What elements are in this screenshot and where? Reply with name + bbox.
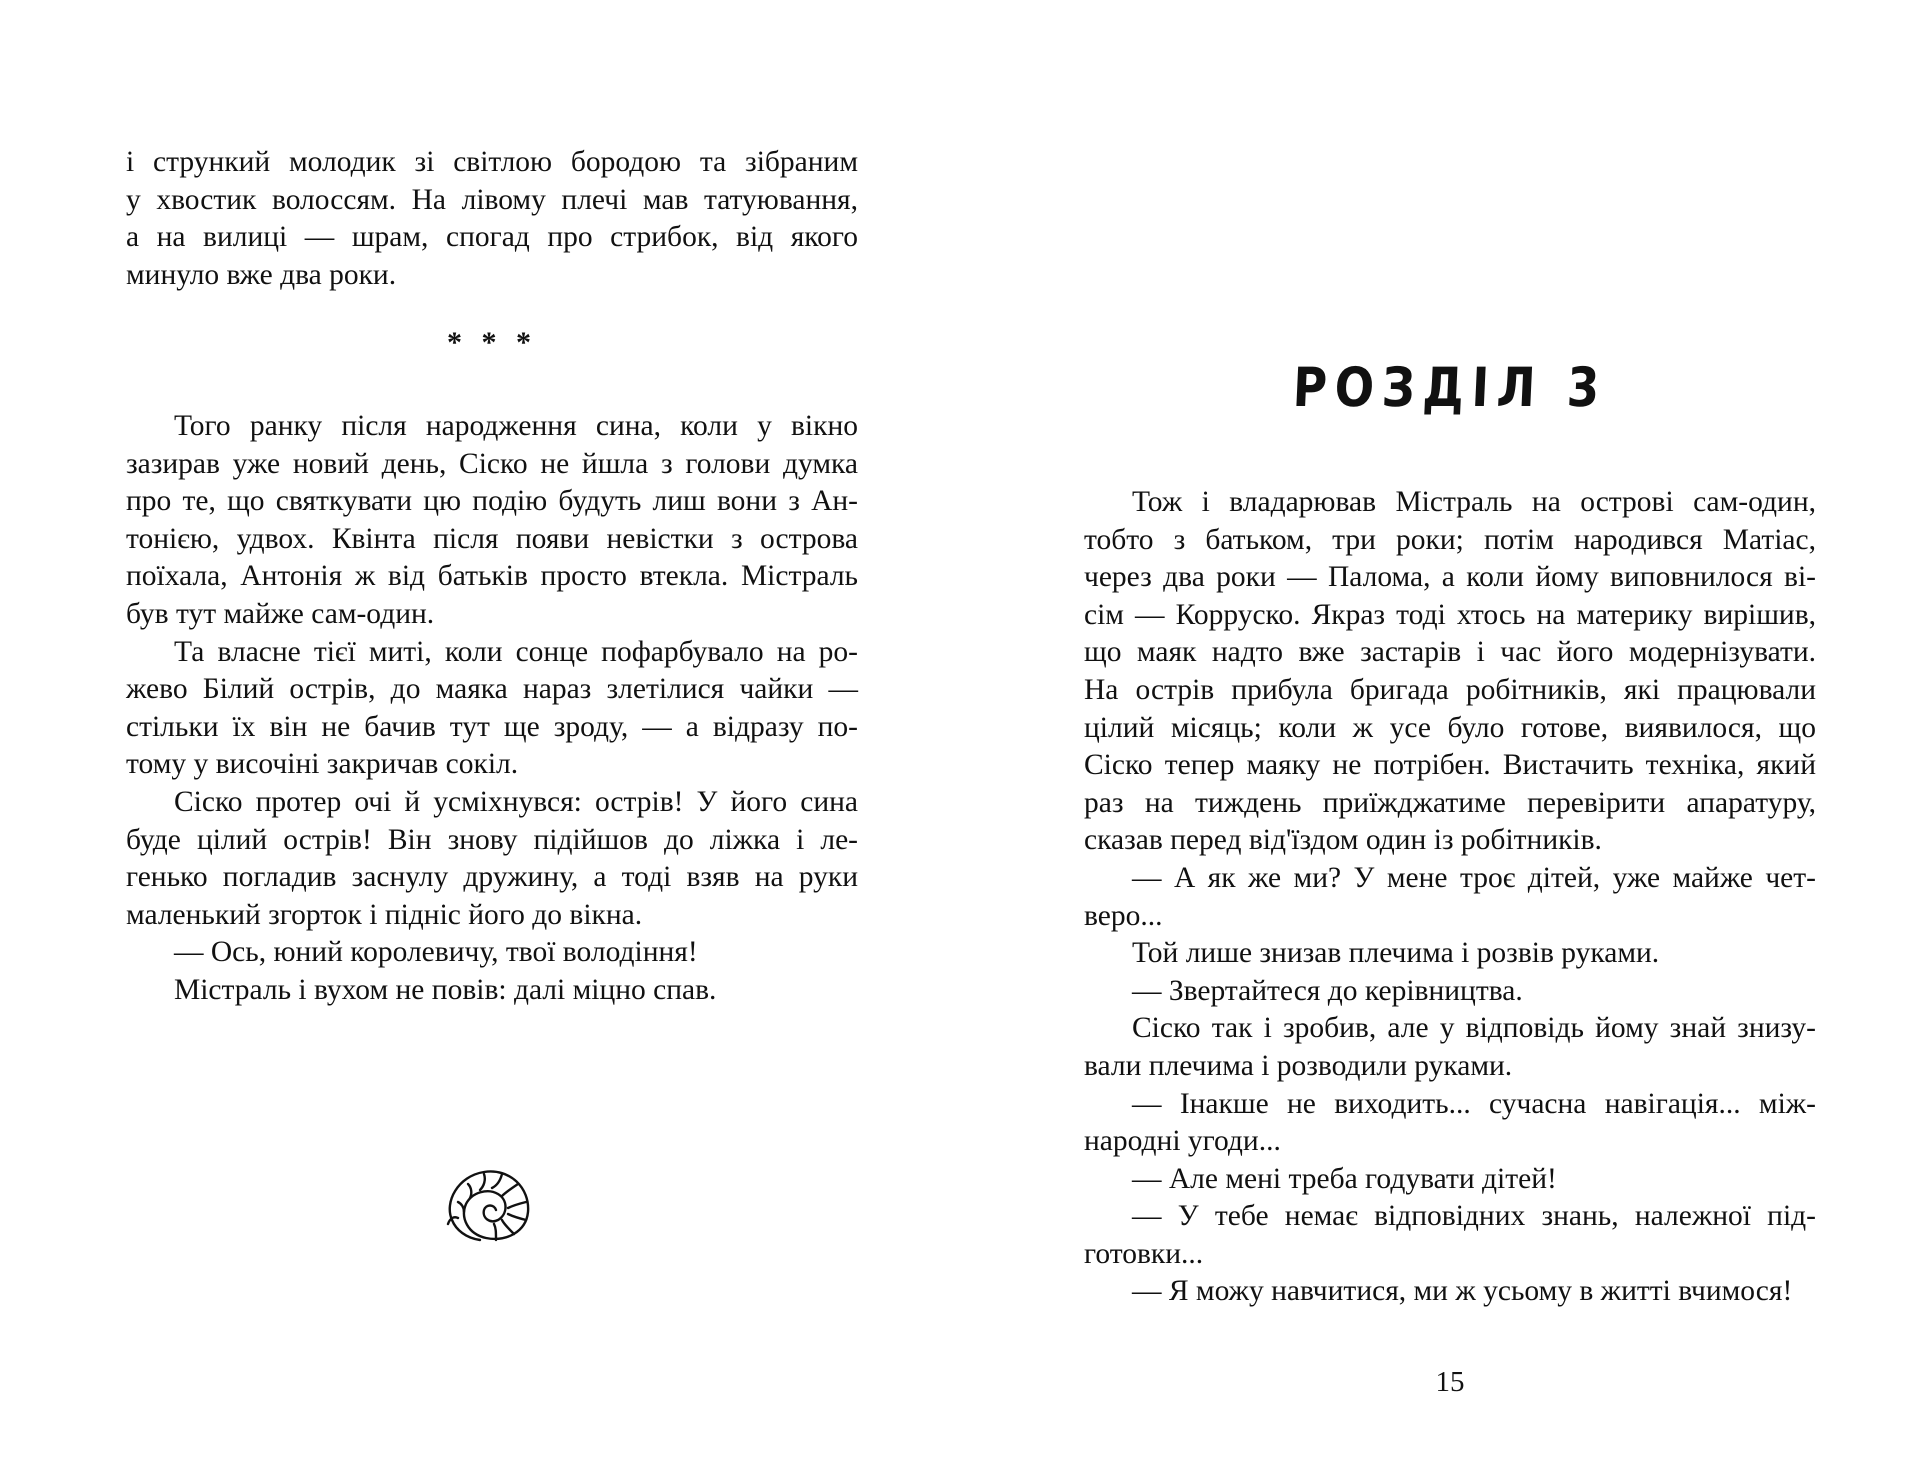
text-line: поїхала, Антонія ж від батьків просто втекла. Містраль [126, 560, 858, 593]
text-line: Сіско протер очі й усміхнувся: острів! У його сина [174, 785, 858, 818]
text-line: раз на тиждень приїжджатиме перевірити апаратуру, [1084, 786, 1816, 819]
paragraph [126, 144, 858, 294]
text-line: Сіско так і зробив, але у відповідь йому знай знизу- [1132, 1012, 1816, 1045]
text-line: зазирав уже новий день, Сіско не йшла з голови думка [126, 447, 858, 480]
text-line: Та власне тієї миті, коли сонце пофарбувало на ро- [174, 635, 858, 668]
text-line: тонією, удвох. Квінта після появи невістки з острова [126, 522, 858, 555]
text-line: — Ось, юний королевичу, твої володіння! [174, 936, 698, 969]
text-line: Тож і владарював Містраль на острові сам-один, [1132, 486, 1816, 518]
paragraph [1084, 1273, 1816, 1311]
text-line: вали плечима і розводили руками. [1084, 1049, 1513, 1082]
text-line: — А як же ми? У мене троє дітей, уже майже чет- [1132, 861, 1816, 894]
chapter-title: РОЗДІЛ 3 [1291, 356, 1609, 419]
text-line: через два роки — Палома, а коли йому виповнилося ві- [1084, 561, 1816, 594]
paragraph [1084, 484, 1816, 860]
paragraph [126, 972, 858, 1010]
text-line: про те, що святкувати цю подію будуть лиш вони з Ан- [126, 485, 858, 518]
text-line: і стрункий молодик зі світлою бородою та зібраним [126, 146, 858, 178]
text-line: — У тебе немає відповідних знань, належної під- [1132, 1200, 1816, 1233]
text-line: — Я можу навчитися, ми ж усьому в житті вчимося! [1132, 1275, 1793, 1308]
left-top-paragraph [126, 144, 858, 294]
right-main-text [1084, 484, 1816, 1311]
paragraph [1084, 1198, 1816, 1273]
text-line: На острів прибула бригада робітників, які працювали [1084, 673, 1816, 706]
paragraph [126, 634, 858, 784]
text-line: веро... [1084, 899, 1163, 932]
text-line: жево Білий острів, до маяка нараз злетілися чайки — [126, 673, 858, 706]
text-line: — Але мені треба годувати дітей! [1132, 1162, 1557, 1195]
text-line: народні угоди... [1084, 1125, 1281, 1158]
text-line: — Звертайтеся до керівництва. [1132, 974, 1523, 1007]
page-number: 15 [1435, 1366, 1465, 1398]
text-line: у хвостик волоссям. На лівому плечі мав татуювання, [126, 183, 858, 216]
paragraph [1084, 1161, 1816, 1199]
text-line: стільки їх він не бачив тут ще зроду, — а відразу по- [126, 710, 858, 743]
text-line: готовки... [1084, 1237, 1204, 1270]
text-line: Містраль і вухом не повів: далі міцно спав. [174, 973, 717, 1006]
text-line: цілий місяць; коли ж усе було готове, виявилося, що [1084, 711, 1816, 744]
paragraph [1084, 1086, 1816, 1161]
text-line: Того ранку після народження сина, коли у вікно [174, 410, 858, 442]
paragraph [1084, 860, 1816, 935]
text-line: був тут майже сам-один. [126, 597, 435, 630]
text-line: — Інакше не виходить... сучасна навігація... між- [1132, 1087, 1816, 1120]
text-line: тому у височіні закричав сокіл. [126, 748, 519, 781]
text-line: минуло вже два роки. [126, 258, 397, 291]
text-line: Той лише знизав плечима і розвів руками. [1132, 937, 1660, 970]
nautilus-shell-icon [440, 1162, 540, 1248]
paragraph [126, 408, 858, 634]
text-line: Сіско тепер маяку не потрібен. Вистачить техніка, який [1084, 749, 1816, 782]
left-main-text [126, 408, 858, 1010]
section-separator: * * * [447, 326, 537, 359]
text-line: буде цілий острів! Він знову підійшов до ліжка і ле- [126, 823, 858, 856]
text-line: сказав перед від'їздом один із робітників. [1084, 824, 1602, 857]
paragraph [126, 934, 858, 972]
left-page [126, 0, 858, 1477]
text-line: що маяк надто вже застарів і час його модернізувати. [1084, 636, 1816, 669]
paragraph [1084, 973, 1816, 1011]
paragraph [126, 784, 858, 934]
text-line: тобто з батьком, три роки; потім народився Матіас, [1084, 523, 1816, 556]
text-line: сім — Корруско. Якраз тоді хтось на материку вирішив, [1084, 598, 1816, 631]
paragraph [1084, 1010, 1816, 1085]
text-line: генько погладив заснулу дружину, а тоді взяв на руки [126, 861, 858, 894]
right-page [1084, 0, 1816, 1477]
text-line: а на вилиці — шрам, спогад про стрибок, від якого [126, 221, 858, 254]
text-line: маленький згорток і підніс його до вікна. [126, 898, 643, 931]
paragraph [1084, 935, 1816, 973]
